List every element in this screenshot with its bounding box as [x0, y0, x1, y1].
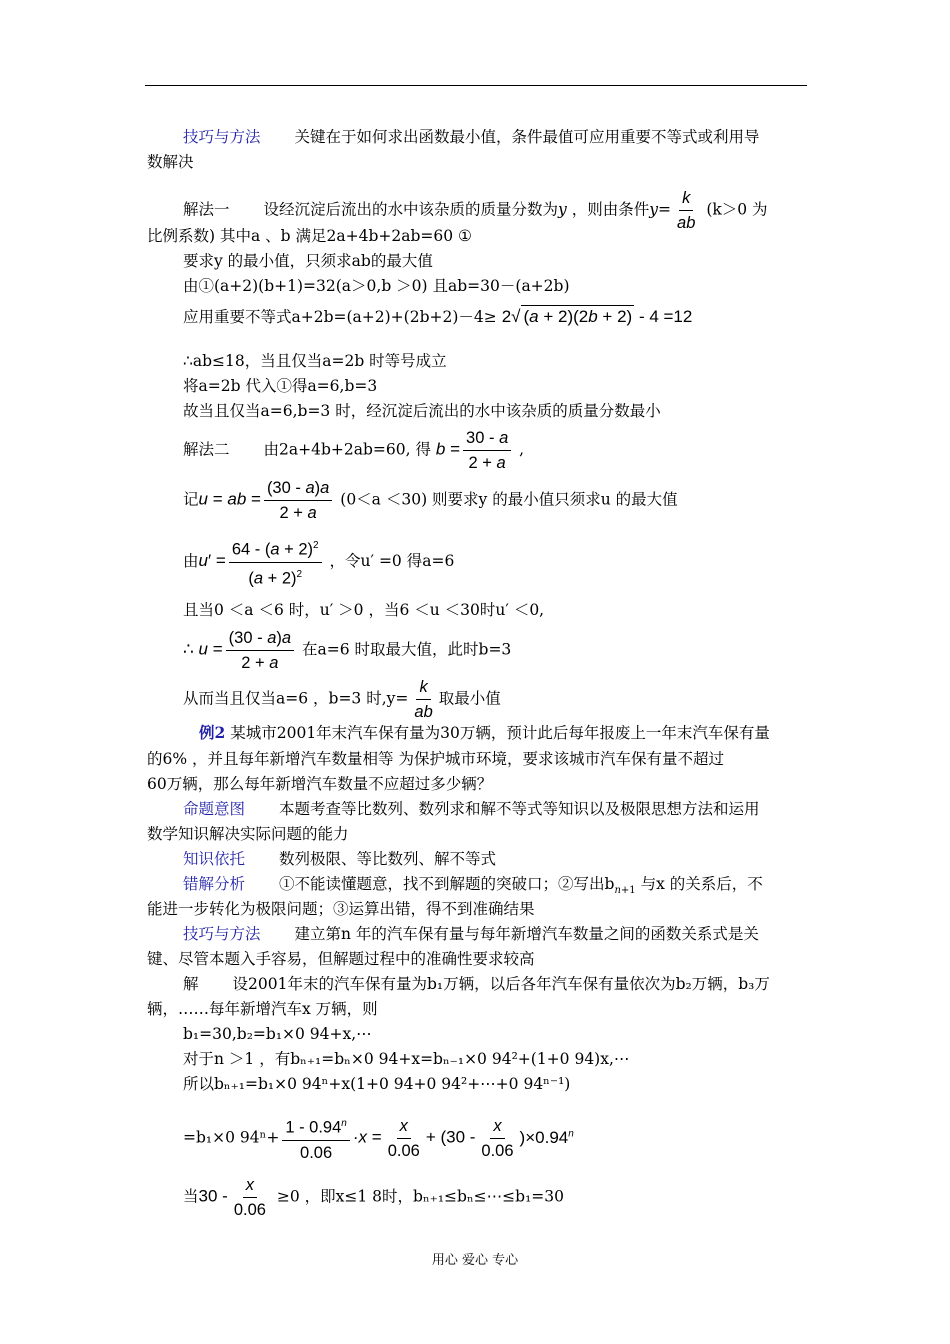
errors-line-1: 错解分析 ①不能读懂题意，找不到解题的突破口；②写出$b_{n+1}$ 与x 的关系后，不: [183, 875, 763, 897]
method1-line-5: [183, 305, 692, 328]
errors-label: 错解分析: [183, 875, 246, 893]
errors-line-2: 能进一步转化为极限问题；③运算出错，得不到准确结果: [147, 900, 535, 918]
method1-line-8: 故当且仅当a=6,b=3 时，经沉淀后流出的水中该杂质的质量分数最小: [183, 402, 661, 420]
method2-line-3: 由u′ = $\frac{64 - (a + 2)^2}{(a + 2)^2}$ ，令u′ =0 得a=6: [183, 536, 454, 588]
method2-derivative-pre: 由: [183, 552, 199, 570]
intent-text: 本题考查等比数列、数列求和解不等式等知识以及极限思想方法和运用: [279, 800, 760, 818]
fraction-u: $\frac{(30 - a)a}{2 + a}$: [264, 478, 332, 523]
solution-text-1: 设2001年末的汽车保有量为b₁万辆，以后各年汽车保有量依次为b₂万辆，b₃万: [232, 975, 770, 993]
tips2-line-1: [183, 923, 759, 945]
method1-text: 设经沉淀后流出的水中该杂质的质量分数为: [263, 200, 559, 219]
basis-label: 知识依托: [183, 850, 246, 868]
method2-max-text: 在a=6 时取最大值，此时b=3: [302, 640, 512, 659]
fraction-k-over-ab-2: $\frac{k}{ab}$: [414, 678, 433, 721]
method1-label: 解法一: [183, 200, 230, 219]
solution-label: 解: [183, 975, 199, 993]
fraction-u-prime: $\frac{64 - (a + 2)^2}{(a + 2)^2}$: [229, 536, 322, 588]
solution-line-6: =b₁×0 94ⁿ+ $\frac{1 - 0.94^n}{0.06}$ ·x = $\frac{x}{0.06}$ + (30 - $\frac{x}{0.06}$ )$\times 0.94^n$: [183, 1114, 574, 1163]
intent-label: 命题意图: [183, 800, 246, 818]
method2-range-text: (0＜a ＜30) 则要求y 的最小值只须求u 的最大值: [340, 490, 678, 509]
sqrt-expression: 2√ (a + 2)(2b + 2) - 4 =12: [501, 307, 693, 326]
method2-text: 由2a+4b+2ab=60, 得: [263, 440, 431, 459]
tips-text: 关键在于如何求出函数最小值，条件最值可应用重要不等式或利用导: [294, 128, 760, 146]
tips-label: 技巧与方法: [183, 128, 261, 146]
method2-record: 记: [183, 490, 199, 509]
basis-line: [183, 848, 496, 870]
method1-line-7: 将a=2b 代入①得a=6,b=3: [183, 377, 378, 395]
sqrt-result: - 4 =12: [638, 307, 693, 326]
method2-conclusion-pre: 从而当且仅当a=6 ，b=3 时,y=: [183, 689, 409, 708]
fraction-u-therefore: $\frac{(30 - a)a}{2 + a}$: [226, 628, 294, 673]
tips2-text: 建立第n 年的汽车保有量与每年新增汽车数量之间的函数关系式是关: [294, 925, 759, 943]
example2-text-a: 某城市2001年末汽车保有量为30万辆，预计此后每年报废上一年末汽车保有量: [230, 724, 770, 742]
intent-line-2: 数学知识解决实际问题的能力: [147, 825, 349, 843]
fraction-x-over-006: $\frac{x}{0.06}$: [387, 1117, 420, 1161]
tips-line-2: 数解决: [147, 153, 194, 171]
basis-text: 数列极限、等比数列、解不等式: [279, 850, 497, 868]
solution-line-3: b₁=30,b₂=b₁×0 94+x,⋯: [183, 1025, 372, 1043]
solution-line-1: [183, 973, 770, 995]
method1-line-1: 解法一 设经沉淀后流出的水中该杂质的质量分数为y ，则由条件y= $\frac{k}{ab}$ (k＞0 为: [183, 189, 768, 232]
method2-line-4: 且当0 ＜a ＜6 时，u′ ＞0 ，当6 ＜u ＜30时u′ ＜0,: [183, 601, 545, 619]
tips2-label: 技巧与方法: [183, 925, 261, 943]
example2-line-3: 60万辆，那么每年新增汽车数量不应超过多少辆？: [147, 775, 493, 793]
method2-line-5: ∴ u = $\frac{(30 - a)a}{2 + a}$ 在a=6 时取最大值，此时b=3: [183, 629, 512, 672]
method2-line-1: 解法二 由2a+4b+2ab=60, 得 b = $\frac{30 - a}{2 + a}$ ,: [183, 429, 525, 472]
fraction-x-over-006-b: $\frac{x}{0.06}$: [481, 1117, 514, 1161]
fraction-geometric-sum: $\frac{1 - 0.94^n}{0.06}$: [282, 1114, 350, 1163]
method2-conclusion-post: 取最小值: [438, 689, 501, 708]
fraction-k-over-ab: $\frac{k}{ab}$: [677, 189, 696, 232]
method1-inequality-text: 应用重要不等式a+2b=(a+2)+(2b+2)－4≥: [183, 308, 497, 326]
solution-formula-pre: =b₁×0 94ⁿ+: [183, 1128, 280, 1147]
method1-line-6: ∴ab≤18，当且仅当a=2b 时等号成立: [183, 352, 447, 370]
method2-line-2: 记u = ab = $\frac{(30 - a)a}{2 + a}$ (0＜a ＜30) 则要求y 的最小值只须求u 的最大值: [183, 479, 678, 522]
method2-derivative-post: ，令u′ =0 得a=6: [329, 552, 455, 570]
method1-line-2: 比例系数) 其中a 、b 满足2a+4b+2ab=60 ①: [147, 227, 472, 245]
example2-line-2: 的6% ，并且每年新增汽车数量相等 为保护城市环境，要求该城市汽车保有量不超过: [147, 750, 724, 768]
solution-line-2: 辆，……每年新增汽车x 万辆，则: [147, 1000, 378, 1018]
intent-line-1: [183, 798, 760, 820]
method2-line-6: [183, 677, 501, 722]
solution-line-5: 所以bₙ₊₁=b₁×0 94ⁿ+x(1+0 94+0 94²+⋯+0 94ⁿ⁻¹): [183, 1075, 571, 1093]
tips2-line-2: 键、尽管本题入手容易，但解题过程中的准确性要求较高: [147, 950, 535, 968]
header-rule: [145, 85, 807, 86]
fraction-x-over-006-c: $\frac{x}{0.06}$: [233, 1176, 266, 1219]
errors-text-a2: 与x 的关系后，不: [640, 875, 763, 893]
solution-condition: ≥0 ，即x≤1 8时，bₙ₊₁≤bₙ≤⋯≤b₁=30: [276, 1187, 564, 1206]
solution-when: 当: [183, 1187, 199, 1206]
solution-line-4: 对于n ＞1 ，有bₙ₊₁=bₙ×0 94+x=bₙ₋₁×0 94²+(1+0 94)x,⋯: [183, 1050, 630, 1068]
errors-text-a: ①不能读懂题意，找不到解题的突破口；②写出b: [279, 875, 615, 893]
method1-line-3: 要求y 的最小值，只须求ab的最大值: [183, 252, 433, 270]
method1-line-4: 由①(a+2)(b+1)=32(a＞0,b ＞0) 且ab=30－(a+2b): [183, 277, 570, 295]
page-footer: 用心 爱心 专心: [431, 1253, 519, 1268]
method2-label: 解法二: [183, 440, 230, 459]
method1-tail: ，则由条件: [571, 200, 650, 219]
example2-label: 例2: [199, 723, 226, 742]
solution-line-7: 当30 - $\frac{x}{0.06}$ ≥0 ，即x≤1 8时，bₙ₊₁≤bₙ≤⋯≤b₁=30: [183, 1176, 564, 1219]
fraction-b: $\frac{30 - a}{2 + a}$: [463, 428, 511, 473]
method1-cond: (k＞0 为: [706, 200, 768, 219]
example2-line-1: [199, 722, 770, 744]
tips-line-1: [183, 126, 760, 148]
